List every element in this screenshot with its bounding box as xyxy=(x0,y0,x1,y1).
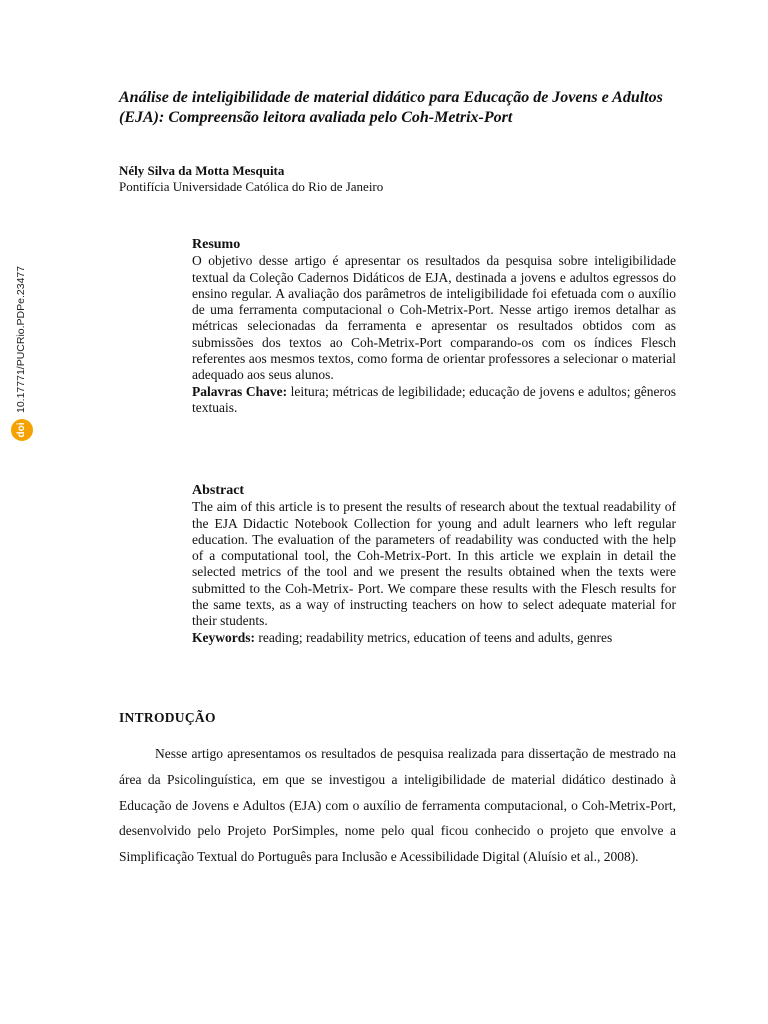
paper-title: Análise de inteligibilidade de material didático para Educação de Jovens e Adultos (EJA): Compreensão leitora avaliada pelo Coh-Metrix-Port xyxy=(119,89,663,126)
doi-logo-icon[interactable] xyxy=(11,419,33,441)
resumo-heading: Resumo xyxy=(192,237,241,252)
abstract-keywords-label: Keywords: xyxy=(192,629,255,645)
abstract-keywords-list: reading; readability metrics, education of teens and adults, genres xyxy=(258,629,613,645)
resumo-text: O objetivo desse artigo é apresentar os resultados da pesquisa sobre inteligibilidade textual da Coleção Cadernos Didáticos de EJA, destinada a jovens e adultos egressos do ensino regular. A avaliação dos parâmetros de inteligibilidade foi efetuada com o auxílio de uma ferramenta computacional o Coh-Metrix-Port. Nesse artigo iremos detalhar as métricas selecionadas da ferramenta e apresentar os resultados obtidos com as submissões dos textos ao Coh-Metrix-Port comparando-os com os índices Flesch referentes aos mesmos textos, como forma de orientar professores a selecionar o material adequado aos seus alunos. xyxy=(192,253,676,383)
doi-logo-label: doi xyxy=(16,422,27,438)
resumo-keywords-list: leitura; métricas de legibilidade; educação de jovens e adultos; gêneros textuais. xyxy=(192,383,677,415)
resumo-section xyxy=(192,237,676,416)
introduction-paragraph: Nesse artigo apresentamos os resultados de pesquisa realizada para dissertação de mestrado na área da Psicolinguística, em que se investigou a inteligibilidade de material didático destinado à Educação de Jovens e Adultos (EJA) com o auxílio de ferramenta computacional, o Coh-Metrix-Port, desenvolvido pelo Projeto PorSimples, nome pelo qual ficou conhecido o projeto que envolve a Simplificação Textual do Português para Inclusão e Acessibilidade Digital (Aluísio et al., 2008). xyxy=(119,746,676,865)
author-name: Nély Silva da Motta Mesquita xyxy=(119,163,285,178)
author-affiliation: Pontifícia Universidade Católica do Rio de Janeiro xyxy=(119,179,384,194)
doi-identifier[interactable]: 10.17771/PUCRio.PDPe.23477 xyxy=(15,265,27,413)
abstract-section xyxy=(192,483,676,646)
resumo-keywords xyxy=(192,384,676,417)
introduction-heading: INTRODUÇÃO xyxy=(119,710,216,725)
abstract-heading: Abstract xyxy=(192,483,245,498)
abstract-keywords xyxy=(192,630,676,646)
abstract-text: The aim of this article is to present the results of research about the textual readability of the EJA Didactic Notebook Collection for young and adult learners who left regular education. The evaluation of the parameters of readability was conducted with the help of a computational tool, the Coh-Metrix-Port. In this article we explain in detail the selected metrics of the tool and we present the results obtained when the texts were submitted to the Coh-Metrix- Port. We compare these results with the Flesch results for the same texts, as a way of instructing teachers on how to select adequate material for their students. xyxy=(192,499,676,629)
resumo-keywords-label: Palavras Chave: xyxy=(192,383,288,399)
author-block xyxy=(119,163,679,195)
